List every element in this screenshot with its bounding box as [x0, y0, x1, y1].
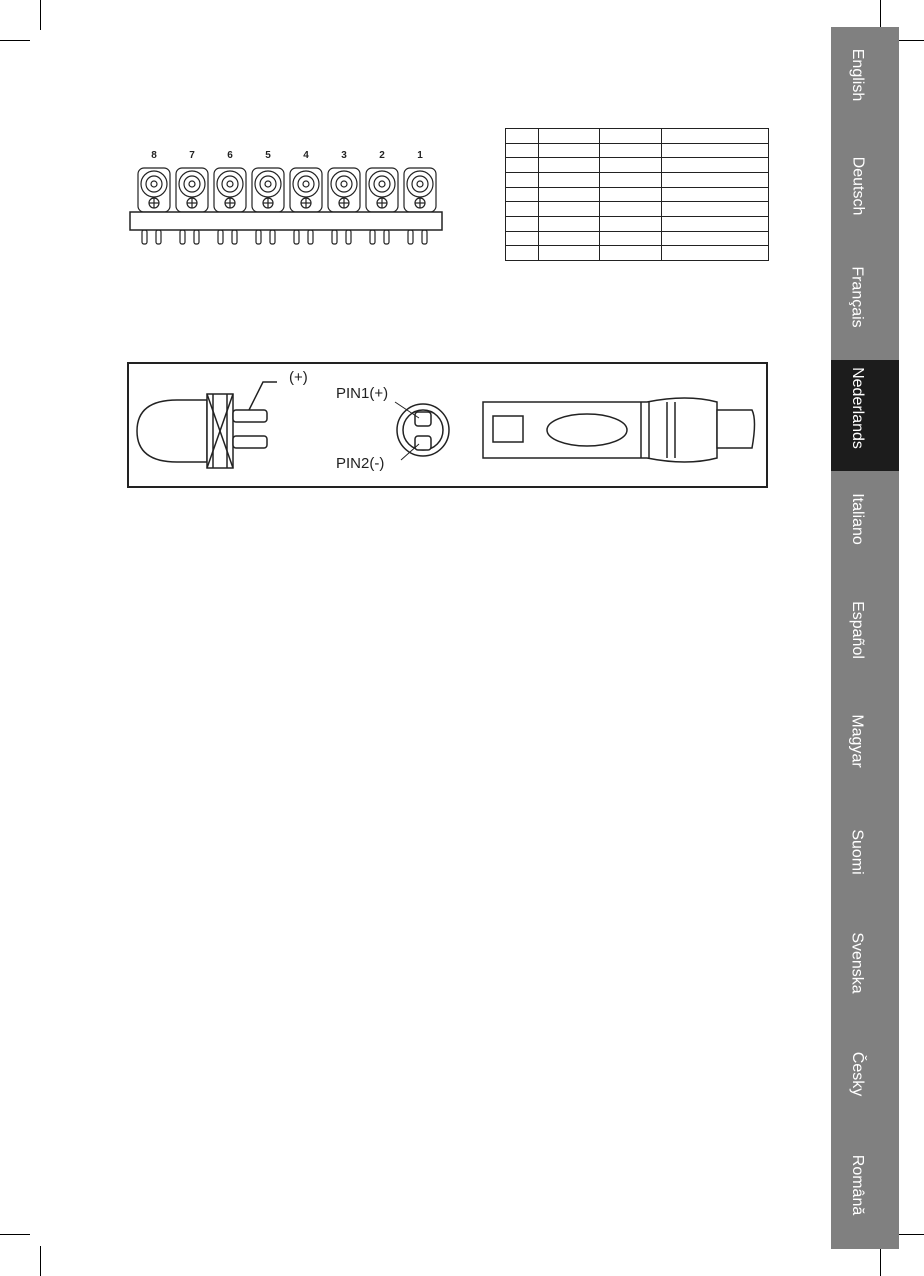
tab-francais[interactable] [831, 249, 899, 360]
table-cell [600, 202, 662, 217]
connector-tip-shape [270, 230, 275, 244]
connector-tip-number: 6 [227, 150, 233, 161]
table-cell [662, 231, 769, 246]
table-row [506, 158, 769, 173]
table-row [506, 143, 769, 158]
table-cell [539, 187, 600, 202]
crop-mark [40, 1246, 41, 1276]
table-cell [539, 216, 600, 231]
tab-label: English [848, 48, 866, 101]
tab-deutsch[interactable] [831, 138, 899, 249]
table-cell [539, 158, 600, 173]
tab-label: Magyar [848, 714, 866, 768]
table-cell [506, 231, 539, 246]
connector-tip-shape [232, 230, 237, 244]
tab-espanol[interactable] [831, 582, 899, 693]
pin-table-figure [505, 128, 768, 261]
crop-mark [0, 40, 30, 41]
table-cell [506, 187, 539, 202]
pin2-label: PIN2(-) [336, 455, 385, 472]
connector-tip-number: 8 [151, 150, 157, 161]
connector-tip-shape [265, 181, 271, 187]
pin1-label: PIN1(+) [336, 385, 389, 402]
tab-romana[interactable] [831, 1138, 899, 1249]
crop-mark [40, 0, 41, 30]
connector-tip-shape [308, 230, 313, 244]
connector-tip-shape [189, 181, 195, 187]
tab-italiano[interactable] [831, 471, 899, 582]
table-cell [539, 172, 600, 187]
connector-tip-shape [142, 230, 147, 244]
crop-mark [880, 1246, 881, 1276]
tab-label: Suomi [848, 829, 866, 875]
plug-connector-icon [483, 398, 755, 462]
connector-tip-number: 4 [303, 150, 309, 161]
connector-tip-shape [218, 230, 223, 244]
connector-tip-shape [303, 181, 309, 187]
plug-diagram [127, 362, 768, 488]
socket-icon [397, 404, 449, 456]
table-cell [539, 143, 600, 158]
crop-mark [0, 1234, 30, 1235]
connector-tip-shape [256, 230, 261, 244]
table-cell [506, 143, 539, 158]
connector-tip-shape [156, 230, 161, 244]
connector-tip-number: 1 [417, 150, 423, 161]
tab-english[interactable] [831, 27, 899, 138]
table-cell [539, 231, 600, 246]
connector-tip-number: 7 [189, 150, 195, 161]
table-cell [600, 158, 662, 173]
table-row [506, 172, 769, 187]
connector-tip-shape [384, 230, 389, 244]
tab-svenska[interactable] [831, 916, 899, 1027]
table-cell [662, 187, 769, 202]
table-row [506, 246, 769, 261]
tab-label: Español [848, 601, 866, 659]
tab-nederlands[interactable] [831, 360, 899, 471]
table-cell [506, 158, 539, 173]
table-cell [662, 246, 769, 261]
tab-label: Česky [848, 1052, 866, 1097]
table-cell [600, 172, 662, 187]
connector-tip-shape [227, 181, 233, 187]
table-cell [506, 129, 539, 144]
tab-magyar[interactable] [831, 694, 899, 805]
connector-tip-shape [180, 230, 185, 244]
table-cell [662, 158, 769, 173]
table-row [506, 187, 769, 202]
table-row [506, 216, 769, 231]
connector-tip-shape [294, 230, 299, 244]
table-cell [600, 246, 662, 261]
tab-cesky[interactable] [831, 1027, 899, 1138]
table-row [506, 202, 769, 217]
connector-base [130, 212, 442, 230]
tab-suomi[interactable] [831, 805, 899, 916]
connector-tip-shape [332, 230, 337, 244]
table-row [506, 231, 769, 246]
connector-tip-shape [341, 181, 347, 187]
tab-label: Nederlands [849, 366, 867, 449]
table-cell [600, 187, 662, 202]
table-cell [662, 216, 769, 231]
connector-tip-shape [379, 181, 385, 187]
table-cell [539, 246, 600, 261]
tab-label: Français [848, 266, 866, 328]
connector-tip-shape [370, 230, 375, 244]
pin-table [505, 128, 769, 261]
connector-tip-shape [346, 230, 351, 244]
table-cell [662, 172, 769, 187]
connector-tip-shape [422, 230, 427, 244]
connector-tip-shape [408, 230, 413, 244]
table-cell [506, 202, 539, 217]
table-cell [539, 202, 600, 217]
table-cell [662, 202, 769, 217]
connector-tip-number: 5 [265, 150, 271, 161]
connector-tip-shape [417, 181, 423, 187]
connector-tips-illustration [128, 140, 448, 250]
tab-label: Română [848, 1155, 866, 1216]
crop-mark [880, 0, 881, 30]
table-cell [506, 246, 539, 261]
language-tabs [831, 27, 899, 1249]
table-cell [600, 216, 662, 231]
tab-label: Deutsch [848, 156, 866, 215]
table-cell [600, 129, 662, 144]
table-cell [600, 231, 662, 246]
connector-tip-number: 2 [379, 150, 385, 161]
connector-tip-shape [194, 230, 199, 244]
table-cell [539, 129, 600, 144]
table-cell [506, 216, 539, 231]
connector-tip-number: 3 [341, 150, 347, 161]
table-row [506, 129, 769, 144]
tab-label: Svenska [849, 932, 866, 994]
tab-label: Italiano [849, 493, 866, 545]
table-cell [600, 143, 662, 158]
table-cell [662, 129, 769, 144]
table-cell [506, 172, 539, 187]
connector-tip-shape [151, 181, 157, 187]
plus-label: (+) [289, 369, 308, 386]
table-cell [662, 143, 769, 158]
